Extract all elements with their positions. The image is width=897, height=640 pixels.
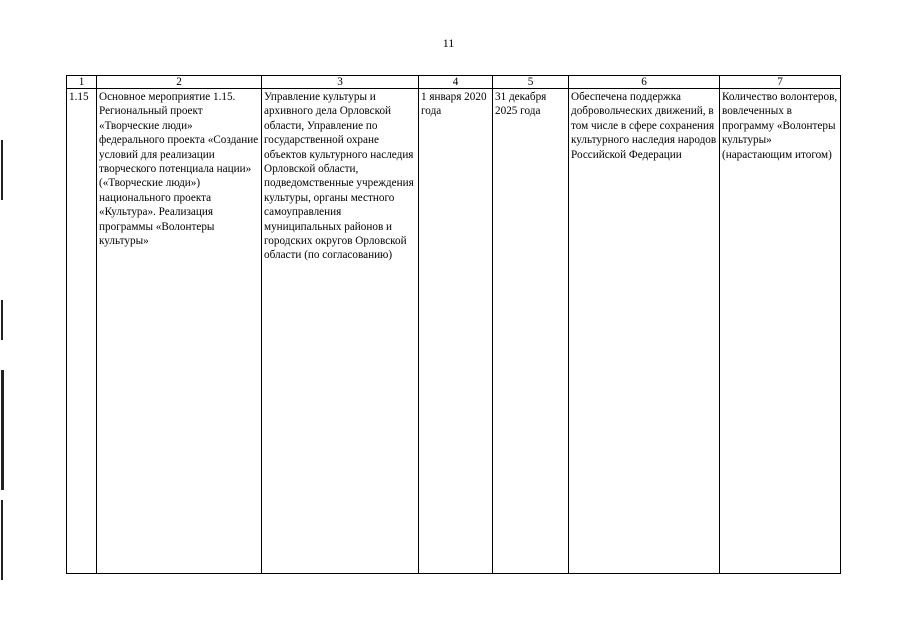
column-header: 6 xyxy=(569,76,720,89)
table-row xyxy=(67,89,841,574)
table-header-row xyxy=(67,76,841,89)
expected-result-cell: Обеспечена поддержка добровольческих движений, в том числе в сфере сохранения культурного наследия народов Российской Федерации xyxy=(569,89,720,574)
indicator-cell: Количество волонтеров, вовлеченных в программу «Волонтеры культуры» (нарастающим итогом) xyxy=(720,89,841,574)
column-header: 5 xyxy=(493,76,569,89)
column-header: 4 xyxy=(419,76,493,89)
column-header: 3 xyxy=(262,76,419,89)
column-header: 2 xyxy=(97,76,262,89)
scan-edge-marks xyxy=(0,0,7,640)
start-date-cell: 1 января 2020 года xyxy=(419,89,493,574)
column-header: 7 xyxy=(720,76,841,89)
page-number: 11 xyxy=(442,36,455,50)
row-number-cell: 1.15 xyxy=(67,89,97,574)
measure-name-cell: Основное мероприятие 1.15. Региональный проект «Творческие люди» федерального проекта «Создание условий для реализации творческого потенциала нации» («Творческие люди») национального проекта «Культура». Реализация программы «Волонтеры культуры» xyxy=(97,89,262,574)
column-header: 1 xyxy=(67,76,97,89)
executors-cell: Управление культуры и архивного дела Орловской области, Управление по государственной охране объектов культурного наследия Орловской области, подведомственные учреждения культуры, органы местного самоуправления муниципальных районов и городских округов Орловской области (по согласованию) xyxy=(262,89,419,574)
end-date-cell: 31 декабря 2025 года xyxy=(493,89,569,574)
measures-table xyxy=(66,75,841,574)
